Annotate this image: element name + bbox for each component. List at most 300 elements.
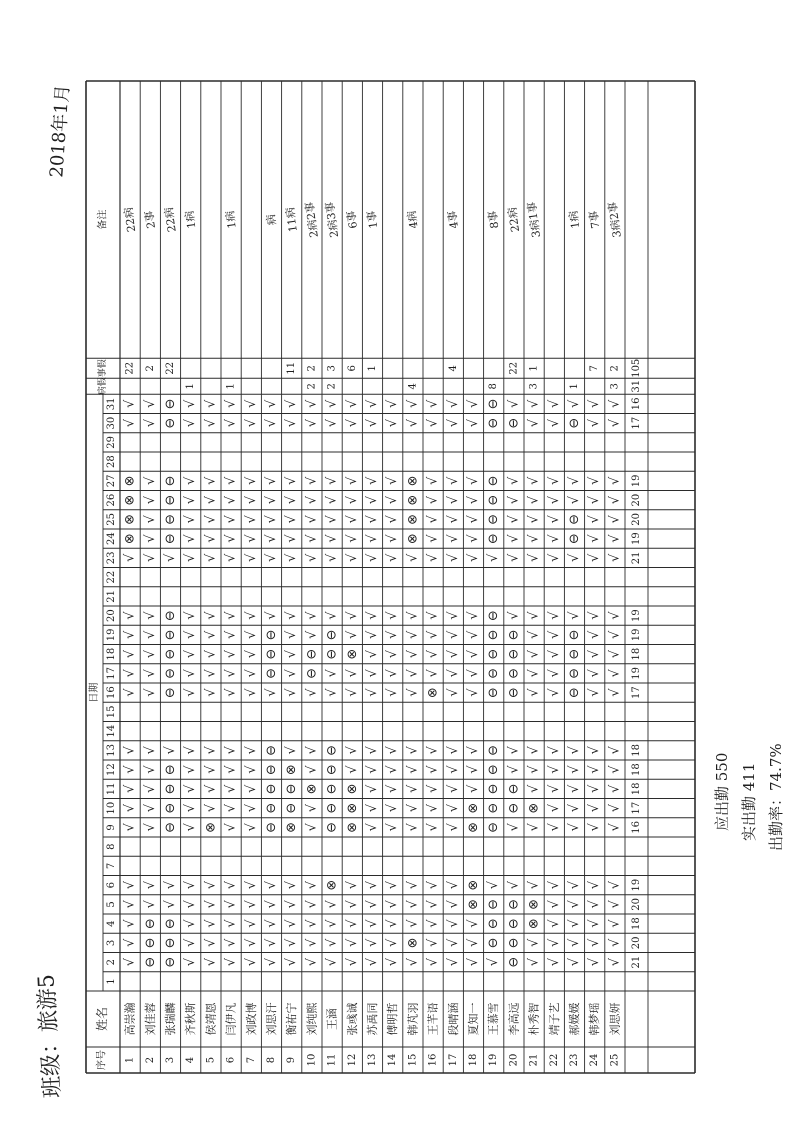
attendance-mark: √: [122, 957, 138, 967]
attendance-mark: √: [425, 553, 441, 563]
attendance-mark: √: [284, 688, 300, 697]
attendance-mark: √: [284, 957, 300, 967]
attendance-mark: ⊖: [264, 648, 279, 660]
attendance-mark: ⊖: [264, 744, 279, 756]
attendance-mark: √: [445, 669, 461, 678]
attendance-mark: √: [526, 880, 542, 890]
attendance-mark: ⊗: [122, 533, 138, 545]
attendance-mark: ⊖: [486, 898, 502, 910]
attendance-mark: √: [425, 919, 441, 928]
attendance-mark: √: [385, 534, 401, 543]
attendance-mark: √: [587, 669, 603, 678]
note-entry: 2事: [142, 209, 158, 230]
attendance-mark: ⊖: [486, 783, 502, 795]
attendance-mark: ⊖: [163, 783, 178, 795]
attendance-mark: √: [385, 746, 401, 755]
attendance-mark: √: [344, 919, 360, 928]
attendance-mark: √: [344, 938, 360, 948]
sick-leave-count: 3: [528, 383, 540, 390]
day-header: 29: [106, 436, 117, 449]
student-name: 刘思汗: [265, 1002, 278, 1036]
attendance-mark: √: [365, 553, 380, 563]
student-name: 侯靖恩: [204, 1002, 218, 1036]
attendance-mark: √: [466, 784, 481, 794]
attendance-mark: √: [304, 688, 320, 697]
attendance-mark: √: [243, 765, 259, 774]
daily-total: 18: [631, 647, 642, 661]
day-header: 15: [106, 705, 117, 719]
day-header: 2: [106, 958, 117, 966]
attendance-mark: ⊖: [163, 475, 178, 487]
attendance-mark: √: [607, 534, 623, 543]
attendance-mark: √: [405, 399, 421, 409]
day-header: 16: [106, 686, 117, 699]
attendance-mark: ⊖: [567, 513, 582, 525]
note-entry: 22病: [121, 206, 139, 233]
row-number: 6: [225, 1056, 237, 1064]
note-entry: 1病: [183, 209, 199, 230]
student-name: 王芊语: [426, 1002, 440, 1036]
attendance-mark: √: [203, 938, 219, 948]
attendance-mark: √: [385, 611, 401, 620]
attendance-mark: √: [425, 784, 441, 794]
attendance-mark: √: [445, 803, 461, 813]
attendance-mark: √: [567, 803, 582, 813]
personal-leave-count: 22: [165, 361, 176, 375]
student-name: 韩梦瑶: [588, 1002, 602, 1036]
attendance-mark: √: [223, 688, 239, 697]
attendance-mark: √: [183, 649, 199, 659]
day-header: 27: [106, 474, 117, 488]
attendance-mark: √: [344, 957, 360, 967]
attendance-mark: √: [567, 919, 582, 928]
attendance-mark: ⊖: [324, 629, 340, 641]
note-entry: 4病: [405, 209, 421, 230]
attendance-mark: ⊖: [264, 764, 279, 776]
sick-leave-count: 8: [488, 383, 500, 390]
row-number: 12: [346, 1053, 358, 1067]
attendance-mark: √: [587, 823, 603, 832]
attendance-mark: √: [223, 553, 239, 563]
attendance-mark: ⊖: [163, 802, 178, 814]
attendance-mark: √: [445, 611, 461, 620]
attendance-mark: √: [203, 553, 219, 563]
attendance-mark: √: [506, 611, 522, 620]
day-header: 6: [106, 881, 117, 889]
day-header: 22: [106, 570, 117, 584]
attendance-mark: √: [526, 495, 542, 505]
attendance-mark: √: [445, 688, 461, 697]
attendance-mark: √: [183, 418, 199, 428]
attendance-mark: √: [607, 823, 623, 832]
attendance-mark: √: [425, 669, 441, 678]
attendance-mark: ⊖: [324, 744, 340, 756]
attendance-mark: √: [223, 418, 239, 428]
attendance-mark: √: [203, 515, 219, 524]
attendance-mark: √: [183, 823, 199, 832]
attendance-mark: √: [324, 669, 340, 678]
attendance-mark: √: [203, 688, 219, 697]
day-header: 21: [106, 590, 117, 603]
attendance-mark: √: [243, 611, 259, 620]
attendance-mark: ⊗: [405, 494, 421, 506]
attendance-mark: √: [142, 900, 158, 909]
attendance-mark: √: [203, 765, 219, 774]
attendance-mark: √: [142, 746, 158, 755]
note-entry: 4事: [445, 209, 461, 230]
attendance-mark: √: [203, 418, 219, 428]
attendance-mark: √: [142, 765, 158, 774]
attendance-mark: ⊗: [405, 533, 421, 545]
attendance-mark: √: [425, 880, 441, 890]
attendance-mark: √: [567, 957, 582, 967]
attendance-mark: ⊖: [324, 764, 340, 776]
attendance-mark: √: [425, 649, 441, 659]
attendance-mark: ⊖: [304, 667, 320, 679]
attendance-mark: √: [466, 418, 481, 428]
day-header: 26: [106, 493, 117, 507]
attendance-mark: ⊗: [526, 918, 542, 930]
row-number: 10: [306, 1053, 318, 1067]
attendance-mark: √: [324, 957, 340, 967]
attendance-mark: √: [445, 630, 461, 640]
attendance-mark: √: [122, 630, 138, 640]
day-header: 8: [106, 843, 117, 850]
attendance-mark: ⊖: [567, 629, 582, 641]
attendance-mark: ⊖: [163, 821, 178, 833]
daily-total: 21: [631, 551, 642, 565]
attendance-mark: √: [405, 553, 421, 563]
attendance-mark: √: [445, 418, 461, 428]
attendance-mark: √: [223, 919, 239, 928]
attendance-mark: √: [587, 919, 603, 928]
attendance-mark: √: [365, 649, 380, 659]
row-number: 20: [508, 1053, 520, 1067]
attendance-mark: √: [344, 765, 360, 774]
attendance-mark: √: [223, 669, 239, 678]
daily-total: 17: [631, 416, 642, 430]
table-content: [34, 84, 785, 1099]
student-name: 李高远: [507, 1002, 521, 1036]
attendance-mark: √: [405, 784, 421, 794]
attendance-mark: √: [183, 495, 199, 505]
daily-total: 18: [631, 917, 642, 930]
attendance-mark: √: [344, 515, 360, 524]
row-number: 9: [286, 1056, 298, 1064]
attendance-mark: √: [405, 765, 421, 774]
attendance-mark: √: [567, 495, 582, 505]
attendance-mark: ⊖: [163, 513, 178, 525]
attendance-mark: ⊖: [142, 956, 158, 968]
attendance-mark: ⊗: [122, 513, 138, 525]
attendance-mark: √: [607, 900, 623, 909]
attendance-mark: √: [324, 495, 340, 505]
student-name: 朴秀智: [527, 1002, 541, 1036]
attendance-mark: √: [466, 611, 481, 620]
attendance-mark: √: [466, 553, 481, 563]
attendance-mark: √: [243, 938, 259, 948]
attendance-mark: √: [567, 746, 582, 755]
attendance-mark: √: [122, 418, 138, 428]
attendance-mark: √: [223, 495, 239, 505]
attendance-rate: 出勤率：74.7%: [767, 743, 785, 851]
attendance-mark: √: [567, 900, 582, 909]
attendance-mark: ⊖: [506, 937, 522, 949]
attendance-mark: √: [526, 746, 542, 755]
attendance-mark: √: [284, 418, 300, 428]
attendance-mark: √: [304, 746, 320, 755]
attendance-mark: √: [284, 669, 300, 678]
attendance-mark: √: [284, 534, 300, 543]
attendance-mark: √: [506, 880, 522, 890]
attendance-mark: ⊖: [486, 802, 502, 814]
attendance-mark: √: [344, 669, 360, 678]
attendance-mark: √: [142, 418, 158, 428]
attendance-mark: √: [526, 476, 542, 486]
attendance-mark: √: [243, 900, 259, 909]
attendance-mark: √: [304, 418, 320, 428]
row-number: 5: [205, 1056, 217, 1064]
attendance-mark: √: [546, 669, 562, 678]
name-header: 姓名: [95, 1006, 109, 1032]
personal-leave-count: 6: [346, 365, 358, 372]
attendance-mark: √: [243, 495, 259, 505]
attendance-mark: √: [445, 534, 461, 543]
attendance-mark: √: [445, 919, 461, 928]
attendance-mark: √: [264, 495, 279, 505]
attendance-mark: √: [203, 534, 219, 543]
attendance-mark: √: [122, 784, 138, 794]
attendance-mark: √: [385, 784, 401, 794]
attendance-mark: √: [607, 746, 623, 755]
attendance-mark: √: [365, 938, 380, 948]
attendance-mark: ⊖: [264, 629, 279, 641]
attendance-mark: √: [284, 649, 300, 659]
attendance-mark: √: [445, 515, 461, 524]
daily-total: 19: [631, 628, 642, 642]
attendance-mark: √: [223, 957, 239, 967]
attendance-mark: ⊖: [567, 533, 582, 545]
attendance-mark: ⊖: [506, 629, 522, 641]
attendance-mark: √: [405, 803, 421, 813]
attendance-mark: √: [183, 900, 199, 909]
attendance-mark: √: [425, 476, 441, 486]
attendance-mark: √: [385, 688, 401, 697]
attendance-mark: ⊖: [163, 533, 178, 545]
student-name: 刘纯熙: [305, 1002, 319, 1036]
attendance-mark: √: [567, 611, 582, 620]
attendance-mark: √: [122, 938, 138, 948]
attendance-mark: √: [264, 938, 279, 948]
attendance-mark: √: [304, 880, 320, 890]
attendance-mark: √: [163, 746, 178, 755]
attendance-mark: √: [344, 476, 360, 486]
day-header: 31: [106, 397, 117, 411]
sick-leave-count: 4: [407, 383, 419, 390]
attendance-mark: √: [324, 418, 340, 428]
attendance-mark: √: [264, 476, 279, 486]
personal-leave-count: 1: [367, 365, 378, 372]
attendance-mark: √: [365, 880, 380, 890]
attendance-mark: √: [526, 418, 542, 428]
student-name: 段晴涵: [446, 1002, 460, 1036]
attendance-mark: √: [587, 476, 603, 486]
attendance-mark: √: [405, 669, 421, 678]
attendance-mark: √: [344, 418, 360, 428]
row-number: 17: [447, 1053, 459, 1067]
daily-total: 19: [631, 878, 642, 892]
student-name: 张彧诚: [345, 1002, 359, 1036]
attendance-mark: √: [425, 534, 441, 543]
attendance-mark: ⊖: [163, 764, 178, 776]
attendance-mark: √: [365, 399, 380, 409]
attendance-mark: √: [445, 476, 461, 486]
attendance-mark: √: [445, 784, 461, 794]
attendance-mark: √: [264, 957, 279, 967]
attendance-mark: √: [526, 938, 542, 948]
attendance-mark: √: [243, 669, 259, 678]
attendance-mark: √: [122, 919, 138, 928]
attendance-mark: √: [526, 515, 542, 524]
attendance-mark: √: [607, 399, 623, 409]
attendance-mark: √: [243, 418, 259, 428]
attendance-mark: √: [506, 746, 522, 755]
student-name: 高崇瀚: [123, 1002, 137, 1036]
attendance-mark: √: [203, 495, 219, 505]
attendance-mark: √: [223, 803, 239, 813]
attendance-mark: √: [344, 611, 360, 620]
attendance-mark: √: [466, 669, 481, 678]
attendance-mark: √: [203, 649, 219, 659]
attendance-mark: ⊖: [264, 783, 279, 795]
note-entry: 1病: [566, 209, 583, 230]
daily-total: 16: [631, 821, 642, 834]
attendance-mark: ⊗: [304, 783, 320, 795]
attendance-mark: √: [203, 399, 219, 409]
daily-total: 20: [631, 513, 642, 526]
day-header: 9: [106, 824, 117, 831]
attendance-mark: √: [122, 880, 138, 890]
row-number: 18: [468, 1053, 479, 1067]
attendance-mark: √: [243, 880, 259, 890]
attendance-mark: √: [203, 746, 219, 755]
attendance-mark: √: [203, 900, 219, 909]
attendance-mark: √: [385, 553, 401, 563]
attendance-mark: √: [546, 784, 562, 794]
attendance-mark: √: [304, 823, 320, 832]
attendance-mark: √: [284, 553, 300, 563]
attendance-mark: √: [304, 630, 320, 640]
note-entry: 11病: [283, 206, 300, 233]
attendance-mark: √: [122, 900, 138, 909]
attendance-mark: √: [324, 900, 340, 909]
attendance-mark: √: [203, 957, 219, 967]
attendance-mark: ⊖: [142, 937, 158, 949]
student-name: 衡祐宁: [285, 1002, 299, 1036]
attendance-mark: √: [324, 611, 340, 620]
note-entry: 病: [264, 213, 279, 226]
attendance-mark: ⊖: [304, 648, 320, 660]
attendance-mark: √: [445, 746, 461, 755]
daily-total: 20: [631, 898, 642, 911]
attendance-mark: √: [304, 957, 320, 967]
seq-header: 序号: [96, 1050, 108, 1070]
date-group-header: 日期: [89, 682, 100, 703]
attendance-mark: ⊖: [506, 417, 522, 429]
attendance-mark: √: [344, 900, 360, 909]
attendance-mark: ⊖: [284, 802, 300, 814]
attendance-mark: ⊖: [506, 898, 522, 910]
attendance-mark: √: [587, 418, 603, 428]
attendance-mark: √: [526, 784, 542, 794]
day-header: 17: [106, 667, 117, 680]
attendance-mark: √: [587, 803, 603, 813]
attendance-mark: ⊖: [486, 533, 502, 545]
attendance-mark: √: [405, 880, 421, 890]
attendance-mark: √: [445, 553, 461, 563]
attendance-mark: √: [405, 746, 421, 755]
attendance-mark: √: [243, 649, 259, 659]
attendance-mark: √: [546, 803, 562, 813]
sick-leave-total: 31: [631, 379, 642, 393]
attendance-mark: √: [405, 688, 421, 697]
attendance-mark: √: [304, 938, 320, 948]
attendance-mark: √: [284, 611, 300, 620]
attendance-mark: √: [546, 938, 562, 948]
day-header: 4: [106, 920, 117, 927]
attendance-mark: ⊖: [264, 667, 279, 679]
attendance-mark: √: [587, 957, 603, 967]
attendance-mark: √: [425, 515, 441, 524]
attendance-mark: ⊖: [163, 417, 178, 429]
attendance-mark: √: [264, 418, 279, 428]
attendance-mark: √: [546, 919, 562, 928]
day-header: 11: [106, 782, 117, 796]
attendance-mark: ⊖: [324, 648, 340, 660]
attendance-mark: ⊖: [506, 956, 522, 968]
attendance-mark: ⊗: [122, 475, 138, 487]
personal-leave-total: 105: [631, 358, 642, 378]
attendance-mark: √: [243, 515, 259, 524]
personal-leave-count: 7: [589, 365, 601, 372]
attendance-mark: ⊖: [284, 783, 300, 795]
row-number: 8: [266, 1056, 277, 1064]
attendance-mark: ⊖: [486, 764, 502, 776]
attendance-mark: √: [425, 823, 441, 832]
attendance-mark: √: [546, 418, 562, 428]
student-name: 刘思妍: [608, 1002, 622, 1036]
daily-total: 20: [631, 936, 642, 950]
attendance-mark: √: [365, 418, 380, 428]
attendance-mark: √: [183, 746, 199, 755]
attendance-mark: √: [183, 611, 199, 620]
row-number: 11: [326, 1053, 338, 1067]
attendance-mark: √: [142, 630, 158, 640]
attendance-mark: √: [203, 669, 219, 678]
attendance-mark: √: [365, 495, 380, 505]
attendance-mark: ⊖: [163, 610, 178, 622]
attendance-mark: ⊖: [567, 687, 582, 699]
sick-leave-count: 2: [326, 383, 338, 390]
day-header: 13: [106, 744, 117, 757]
attendance-mark: √: [385, 418, 401, 428]
personal-leave-count: 2: [306, 365, 318, 372]
date-label: 2018年1月: [46, 83, 74, 179]
attendance-mark: √: [546, 515, 562, 524]
attendance-mark: √: [486, 880, 502, 890]
attendance-mark: √: [142, 803, 158, 813]
attendance-mark: √: [365, 746, 380, 755]
